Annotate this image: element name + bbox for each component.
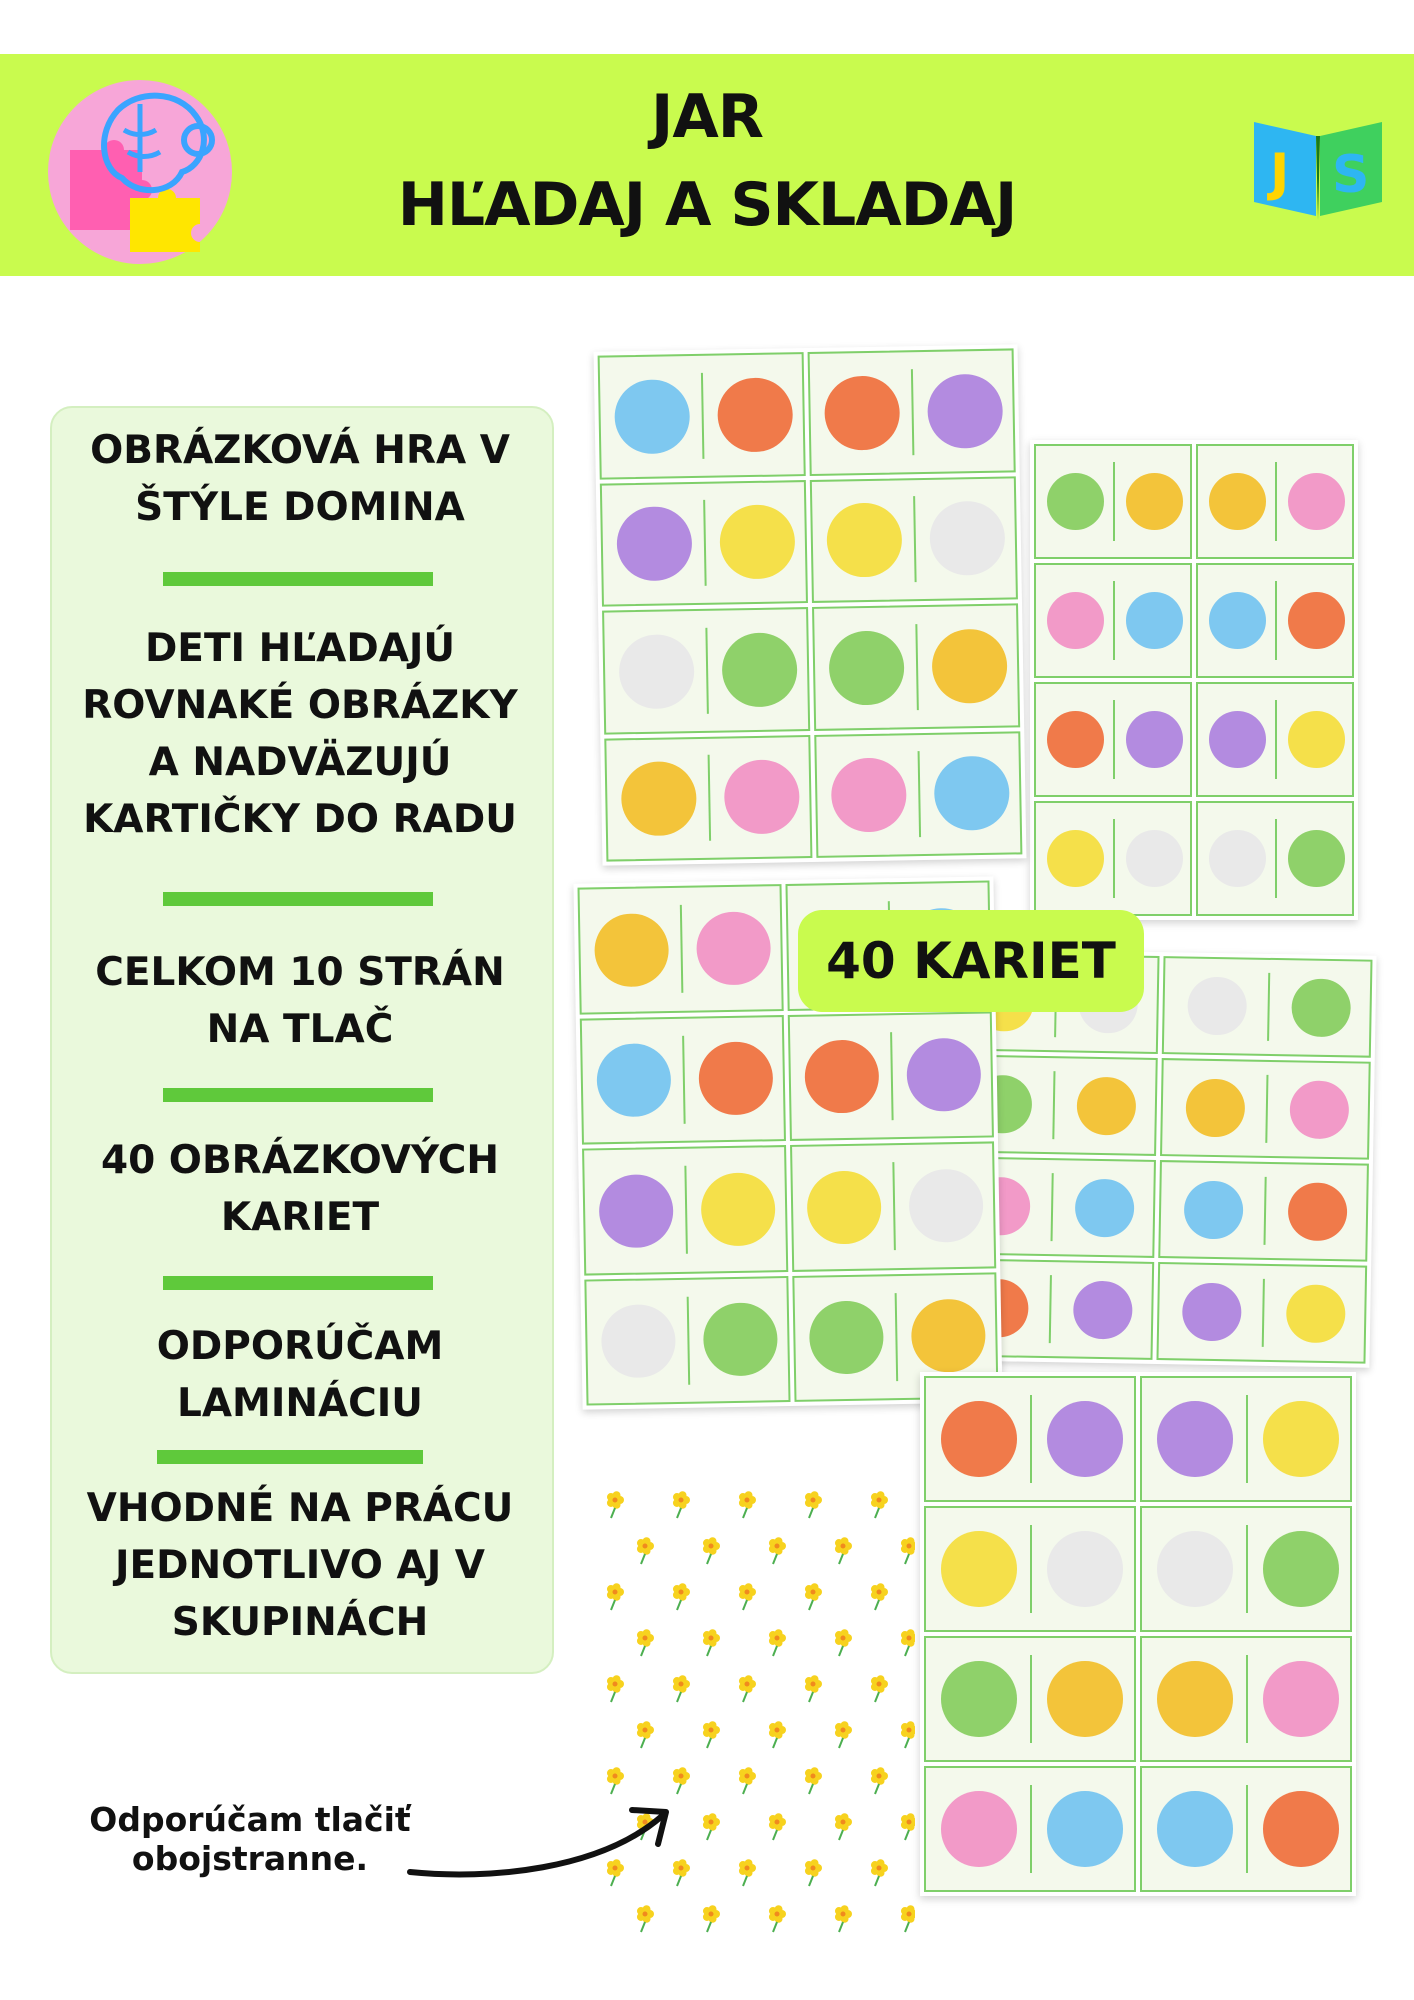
card-divider [1265,1075,1268,1143]
domino-sheet [920,1372,1356,1896]
card-divider [1246,1785,1248,1873]
flower-icon [739,1491,756,1518]
logo-letter-s: S [1332,145,1370,205]
card-divider [1246,1395,1248,1483]
card-divider [703,500,707,586]
domino-card [1158,1160,1369,1262]
card-picture [1288,592,1345,649]
domino-card [924,1766,1136,1892]
domino-card [1140,1636,1352,1762]
card-divider [680,905,684,993]
card-picture [927,373,1002,448]
card-divider [687,1296,691,1384]
print-note: Odporúčam tlačiť obojstranne. [89,1800,411,1878]
flower-icon [769,1629,786,1656]
flower-icon [901,1905,915,1932]
card-picture [722,632,797,707]
domino-card [1196,444,1354,559]
domino-card [598,352,806,479]
card-picture [911,1299,986,1374]
domino-card [1156,1262,1367,1364]
flower-icon [871,1859,888,1886]
separator [163,892,433,906]
domino-card [1034,444,1192,559]
flower-icon [673,1675,690,1702]
flower-icon [607,1583,624,1610]
card-picture [1286,1284,1346,1344]
card-picture [1047,1791,1123,1867]
card-picture [941,1531,1017,1607]
flower-icon [901,1721,915,1748]
card-picture [696,911,771,986]
card-picture [1291,978,1351,1038]
card-picture [1126,711,1183,768]
page-title-line1: JAR [651,82,763,152]
domino-card [1140,1376,1352,1502]
card-divider [913,496,917,582]
domino-card [604,735,812,862]
card-picture [807,1170,882,1245]
card-picture [1047,473,1104,530]
card-picture [599,1174,674,1249]
card-divider [1275,581,1277,661]
separator [163,572,433,586]
flower-icon [607,1675,624,1702]
flower-icon [637,1629,654,1656]
card-picture [1263,1661,1339,1737]
card-divider [708,755,712,841]
domino-card [582,1145,788,1275]
card-picture [941,1401,1017,1477]
card-picture [1263,1401,1339,1477]
card-picture [619,634,694,709]
card-picture [617,506,692,581]
card-picture [1209,711,1266,768]
page-title-line2: HĽADAJ A SKLADAJ [397,170,1017,240]
card-picture [1288,473,1345,530]
card-picture [934,756,1009,831]
logo-letter-j: J [1270,143,1290,203]
card-picture [1209,592,1266,649]
card-divider [918,751,922,837]
flower-icon [871,1767,888,1794]
flower-icon [607,1491,624,1518]
flower-icon [871,1583,888,1610]
feature-6: VHODNÉ NA PRÁCU JEDNOTLIVO AJ V SKUPINÁCH [86,1486,514,1645]
flower-icon [805,1583,822,1610]
flower-icon [739,1859,756,1886]
flower-icon [739,1767,756,1794]
domino-card [788,1011,994,1141]
flower-icon [835,1629,852,1656]
flower-icon [769,1905,786,1932]
flower-icon [835,1905,852,1932]
card-divider [892,1162,896,1250]
card-count-badge: 40 KARIET [798,910,1144,1012]
card-picture [1157,1791,1233,1867]
card-divider [890,1032,894,1120]
feature-4: 40 OBRÁZKOVÝCH KARIET [100,1138,500,1240]
flower-icon [739,1675,756,1702]
domino-card [1196,563,1354,678]
flower-icon [703,1813,720,1840]
flower-icon [835,1537,852,1564]
domino-card [790,1141,996,1271]
card-picture [1126,830,1183,887]
card-divider [705,628,709,714]
card-divider [1030,1395,1032,1483]
card-picture [703,1302,778,1377]
card-picture [1187,976,1247,1036]
flower-icon [769,1813,786,1840]
card-divider [1113,819,1115,899]
card-divider [684,1166,688,1254]
flower-icon [805,1767,822,1794]
card-picture [1290,1080,1350,1140]
domino-card [814,731,1022,858]
card-picture [1157,1661,1233,1737]
domino-card [578,884,784,1014]
domino-card [584,1276,790,1406]
card-picture [601,1304,676,1379]
feature-5: ODPORÚČAM LAMINÁCIU [156,1324,444,1426]
flower-icon [769,1721,786,1748]
card-picture [1209,830,1266,887]
card-picture [597,1043,672,1118]
card-picture [701,1172,776,1247]
card-divider [1030,1655,1032,1743]
card-picture [909,1168,984,1243]
card-picture [1157,1531,1233,1607]
open-book-js-icon [1248,104,1388,224]
flower-icon [805,1491,822,1518]
domino-card [808,348,1016,475]
card-picture [720,504,795,579]
card-picture [829,630,904,705]
flower-icon [835,1721,852,1748]
domino-sheet [1030,440,1358,920]
domino-card [1034,801,1192,916]
domino-card [1196,682,1354,797]
flower-icon [637,1537,654,1564]
separator [163,1276,433,1290]
flower-icon [637,1905,654,1932]
flower-icon [703,1537,720,1564]
domino-card [580,1015,786,1145]
card-picture [1047,1531,1123,1607]
card-divider [1246,1655,1248,1743]
flower-icon [871,1491,888,1518]
flower-icon [739,1583,756,1610]
feature-2: DETI HĽADAJÚ ROVNAKÉ OBRÁZKY A NADVÄZUJÚ KARTIČKY DO RADU [82,626,518,842]
domino-card [1034,682,1192,797]
flower-icon [769,1537,786,1564]
card-picture [809,1300,884,1375]
domino-card [600,480,808,607]
domino-card [812,603,1020,730]
card-picture [614,379,689,454]
domino-card [924,1636,1136,1762]
separator [157,1450,423,1464]
card-picture [1047,1661,1123,1737]
card-picture [831,758,906,833]
card-picture [1047,830,1104,887]
card-divider [1030,1525,1032,1613]
domino-card [1162,956,1373,1058]
card-picture [1126,592,1183,649]
card-divider [895,1293,899,1381]
card-picture [906,1038,981,1113]
card-picture [1209,473,1266,530]
card-divider [1246,1525,1248,1613]
card-picture [1077,1076,1137,1136]
flower-icon [637,1721,654,1748]
card-picture [1157,1401,1233,1477]
card-picture [698,1041,773,1116]
feature-3: CELKOM 10 STRÁN NA TLAČ [95,950,505,1052]
card-picture [930,501,1005,576]
card-picture [1075,1178,1135,1238]
domino-card [1196,801,1354,916]
flower-icon [835,1813,852,1840]
card-divider [1263,1177,1266,1245]
flower-icon [673,1583,690,1610]
card-picture [724,759,799,834]
card-picture [1047,1401,1123,1477]
card-divider [1267,973,1270,1041]
domino-card [1160,1058,1371,1160]
card-picture [941,1661,1017,1737]
flower-icon [901,1629,915,1656]
card-picture [941,1791,1017,1867]
card-picture [1185,1078,1245,1138]
card-divider [1113,462,1115,542]
puzzle-brain-icon [48,80,232,264]
card-divider [1048,1275,1051,1343]
card-picture [717,377,792,452]
domino-card [924,1376,1136,1502]
domino-card [810,476,1018,603]
card-divider [1030,1785,1032,1873]
flower-icon [703,1905,720,1932]
flower-icon [901,1537,915,1564]
domino-card [1034,563,1192,678]
feature-1: OBRÁZKOVÁ HRA V ŠTÝLE DOMINA [90,428,510,530]
card-picture [1126,473,1183,530]
card-picture [621,761,696,836]
card-divider [1113,700,1115,780]
card-picture [1047,592,1104,649]
flower-icon [673,1491,690,1518]
card-picture [824,375,899,450]
card-picture [1183,1180,1243,1240]
flower-icon [901,1813,915,1840]
card-picture [1263,1791,1339,1867]
flower-icon [805,1859,822,1886]
flower-icon [805,1675,822,1702]
flower-icon [871,1675,888,1702]
card-divider [1275,819,1277,899]
card-picture [1263,1531,1339,1607]
domino-sheet [594,344,1027,865]
domino-card [602,607,810,734]
card-divider [1050,1173,1053,1241]
flower-icon [703,1721,720,1748]
card-picture [594,913,669,988]
card-picture [1047,711,1104,768]
flower-icon [703,1629,720,1656]
domino-card [1140,1506,1352,1632]
card-divider [1052,1071,1055,1139]
card-divider [1275,462,1277,542]
card-divider [1113,581,1115,661]
arrow-icon [400,1780,680,1890]
domino-card [924,1506,1136,1632]
card-divider [1261,1279,1264,1347]
card-picture [1288,830,1345,887]
card-divider [701,373,705,459]
card-picture [804,1039,879,1114]
card-picture [827,503,902,578]
separator [163,1088,433,1102]
card-picture [932,628,1007,703]
card-divider [682,1035,686,1123]
card-divider [1275,700,1277,780]
card-picture [1288,1182,1348,1242]
card-divider [915,624,919,710]
card-divider [911,369,915,455]
card-picture [1288,711,1345,768]
domino-card [1140,1766,1352,1892]
card-picture [1182,1282,1242,1342]
card-picture [1073,1280,1133,1340]
